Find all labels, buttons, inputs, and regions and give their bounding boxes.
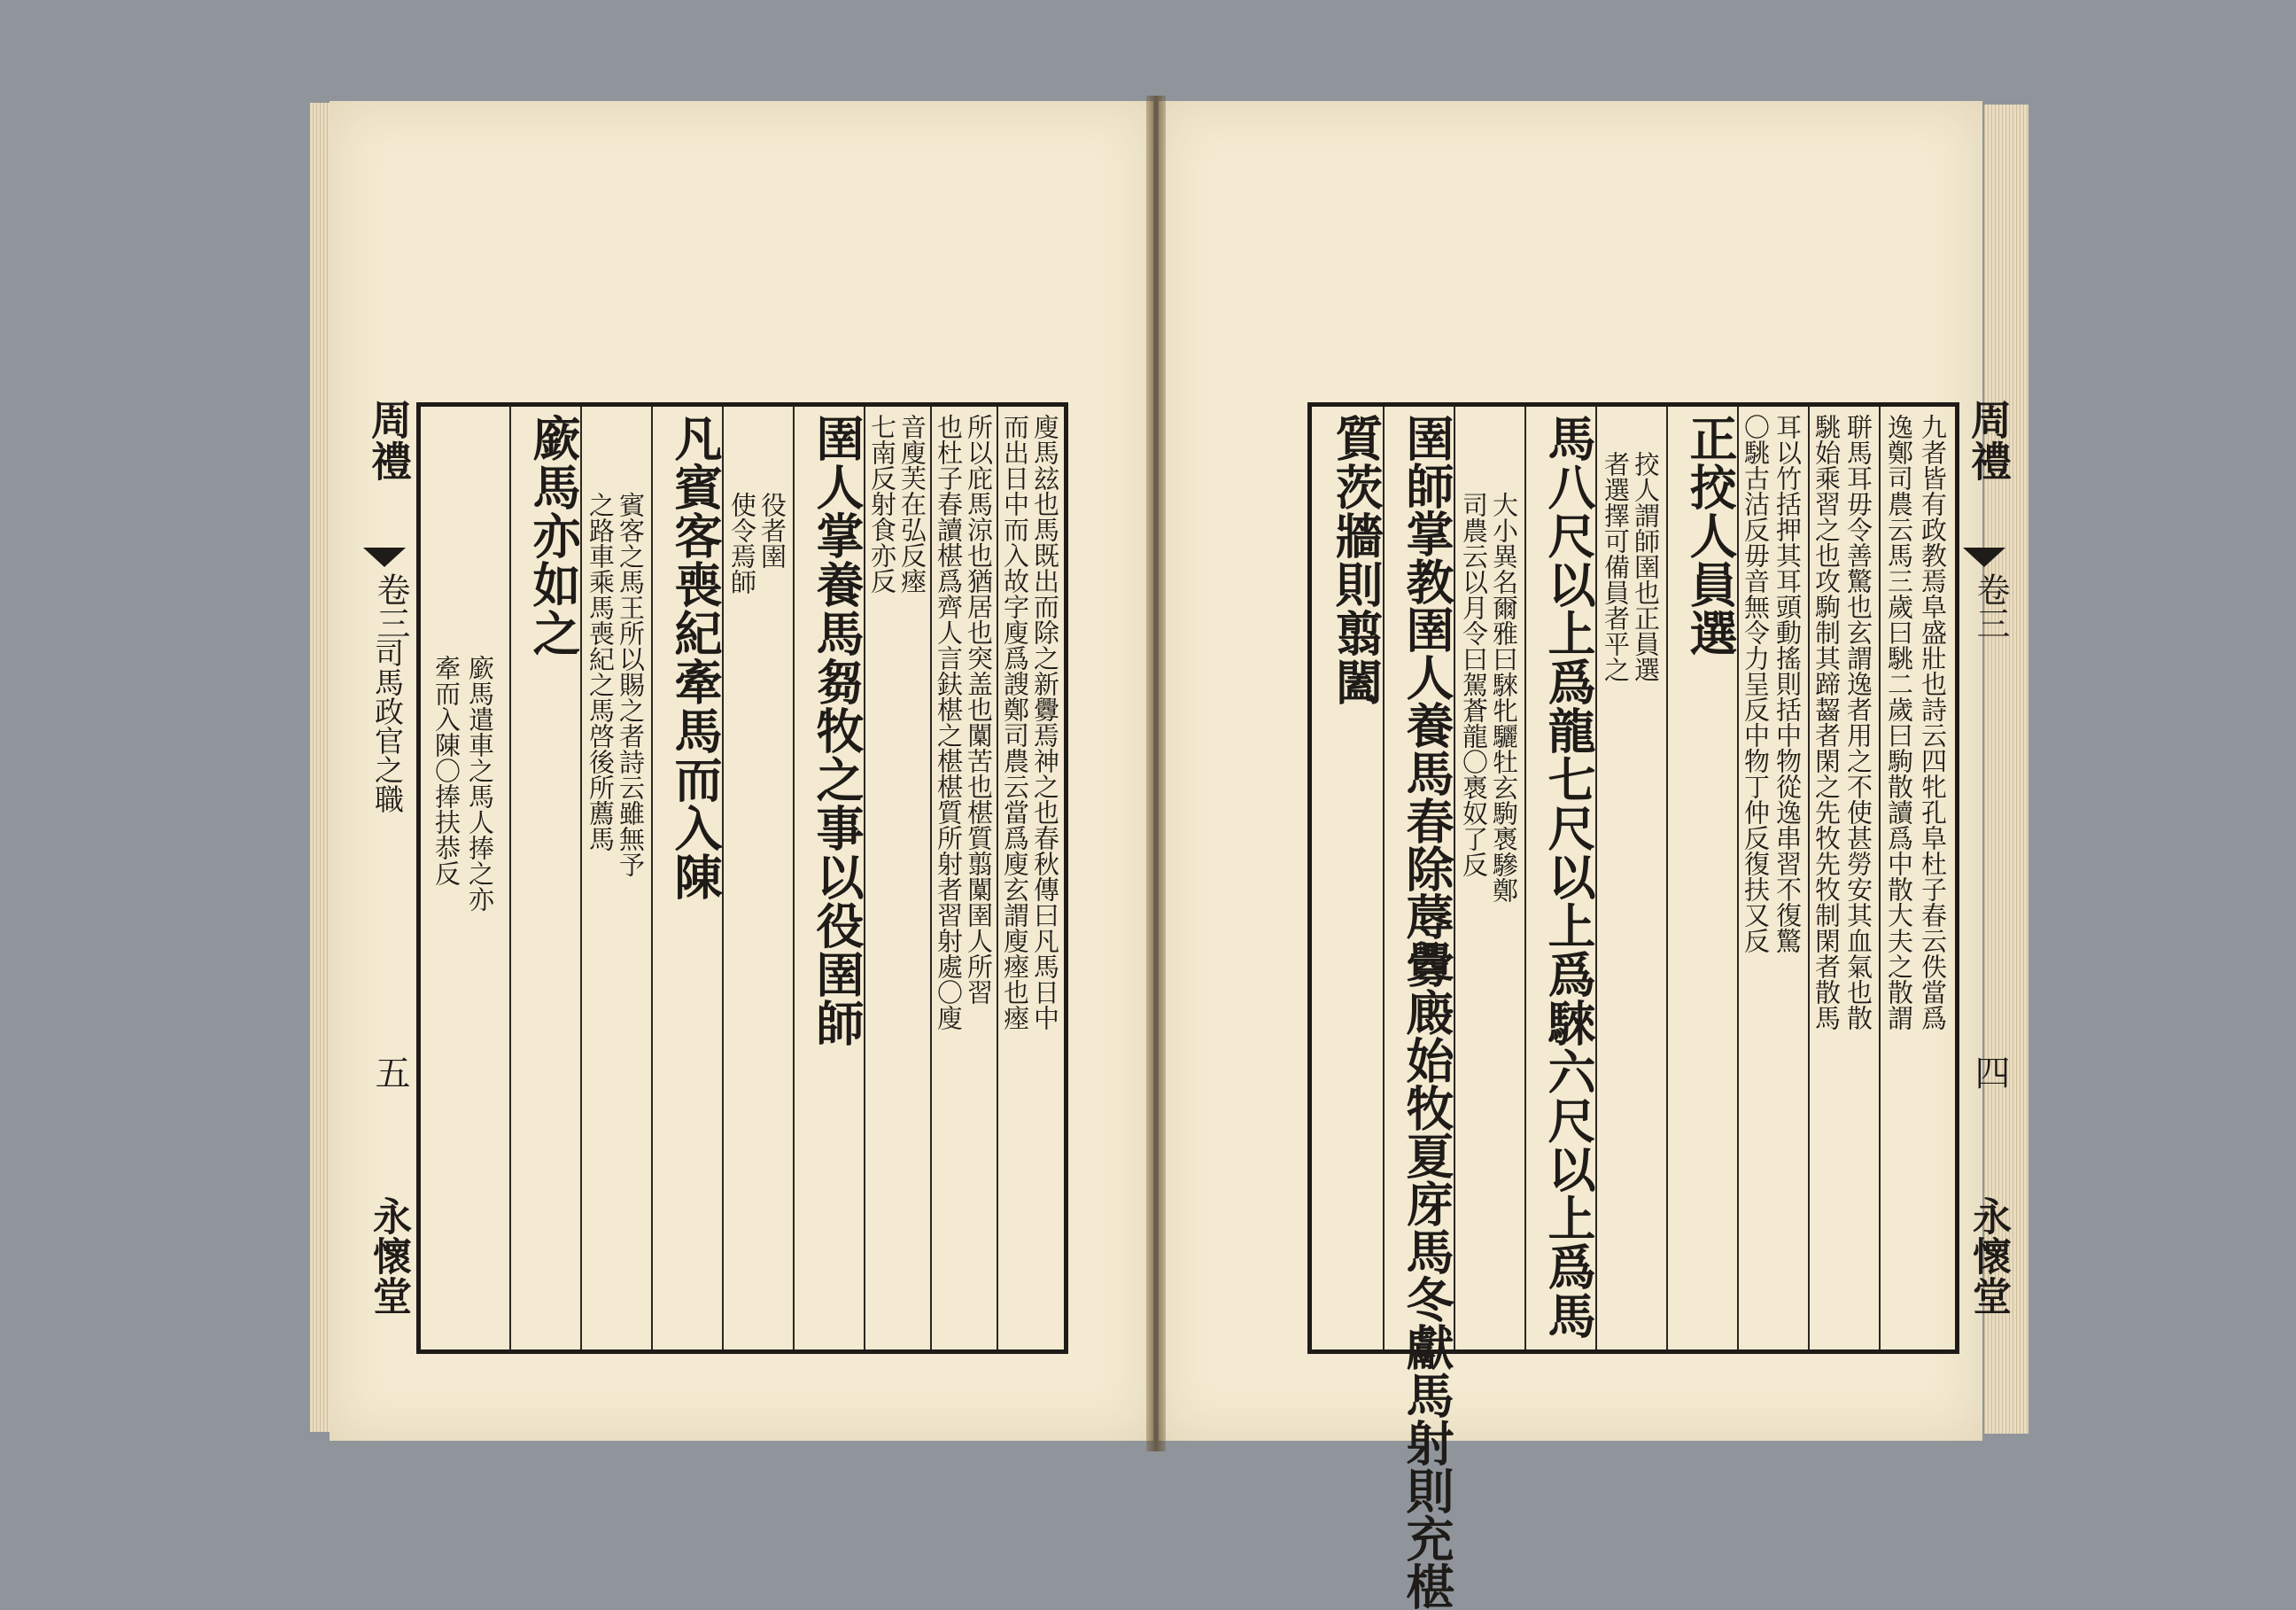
- right-page: [1159, 101, 2013, 1610]
- column-5: [722, 407, 795, 1349]
- main-text-line: 圉師掌教圉人養馬春除蓐釁廄始牧夏庌馬冬獻馬射則充椹: [1399, 414, 1455, 1610]
- small-text-line: 牽而入陳〇捧扶恭反: [431, 655, 462, 886]
- fish-tail-mark: [363, 548, 406, 567]
- small-text-line: 九者皆有政教焉阜盛壯也詩云四牝孔阜杜子春云佚當爲: [1918, 414, 1948, 1031]
- margin-page-number: 五: [369, 1054, 410, 1090]
- small-text-line: 役者圉: [757, 492, 787, 569]
- column-7: [580, 407, 653, 1349]
- margin-section: 司馬政官之職: [370, 638, 405, 813]
- margin-studio-name: 永懷堂: [366, 1196, 411, 1316]
- book-gutter: [1146, 96, 1166, 1451]
- small-text-line: 之路車乘馬喪紀之馬啓後所薦馬: [586, 492, 616, 852]
- small-text-line: 駣始乘習之也攻駒制其蹄齧者閑之先牧先牧制閑者散馬: [1811, 414, 1842, 1031]
- small-text-line: 者選擇可備員者平之: [1601, 451, 1631, 682]
- column-9: [1312, 407, 1385, 1349]
- text-frame-left: [416, 402, 1068, 1354]
- main-text-line: 凡賓客喪紀牽馬而入陳: [667, 414, 724, 901]
- margin-page-number: 四: [1969, 1054, 2010, 1090]
- column-6: [1524, 407, 1597, 1349]
- small-text-line: 大小異名爾雅曰騋牝驪牡玄駒褭驂鄭: [1489, 492, 1519, 903]
- text-frame-right: [1307, 402, 1959, 1610]
- small-text-line: 所以庇馬涼也猶居也突盖也闑苦也椹質翦闑圉人所習: [964, 414, 994, 1005]
- main-text-line: 正挍人員選: [1682, 414, 1739, 657]
- main-text-line: 質茨牆則翦闔: [1328, 414, 1385, 706]
- column-3: [1737, 407, 1810, 1349]
- main-text-line: 圉人掌養馬芻牧之事以役圉師: [809, 414, 865, 1047]
- small-text-line: 挍人謂師圉也正員選: [1631, 451, 1661, 682]
- small-text-line: 聠馬耳毋令善驚也玄謂逸者用之不使甚勞安其血氣也散: [1843, 414, 1873, 1031]
- small-text-line: 賓客之馬王所以賜之者詩云雖無予: [616, 492, 646, 877]
- column-9: [421, 407, 511, 1349]
- column-1: [1879, 407, 1955, 1349]
- column-6: [651, 407, 724, 1349]
- column-3: [864, 407, 932, 1349]
- small-text-line: 司農云以月令曰駕蒼龍〇褭奴了反: [1459, 492, 1489, 877]
- column-4: [1666, 407, 1739, 1349]
- small-text-line: 而出日中而入故字廋爲謏鄭司農云當爲廋玄謂廋瘞也瘞: [1000, 414, 1030, 1031]
- margin-studio-name: 永懷堂: [1966, 1196, 2011, 1316]
- column-5: [1595, 407, 1668, 1349]
- open-book: [310, 96, 2028, 1610]
- column-2: [930, 407, 998, 1349]
- column-2: [1808, 407, 1881, 1349]
- small-text-line: 音廋芙在弘反瘞: [897, 414, 927, 594]
- small-text-line: 也杜子春讀椹爲齊人言鈇椹之椹椹質所射者習射處〇廋: [934, 414, 964, 1031]
- margin-title: 周禮: [1965, 399, 2013, 482]
- left-page: [330, 101, 1153, 1441]
- main-text-line: 廞馬亦如之: [525, 414, 582, 657]
- main-text-line: 馬八尺以上爲龍七尺以上爲騋六尺以上爲馬: [1540, 414, 1597, 1340]
- margin-title: 周禮: [365, 399, 413, 482]
- small-text-line: 逸鄭司農云馬三歲曰駣二歲曰駒散讀爲中散大夫之散謂: [1884, 414, 1914, 1031]
- margin-juan: 卷三: [371, 572, 410, 640]
- left-page-margin-column: [354, 399, 416, 1356]
- small-text-line: 廋馬玆也馬既出而除之新釁焉神之也春秋傳曰凡馬日中: [1030, 414, 1060, 1031]
- small-text-line: 七南反射食亦反: [867, 414, 897, 594]
- right-page-margin-column: [1954, 399, 2016, 1356]
- fish-tail-mark: [1963, 548, 2005, 567]
- column-4: [793, 407, 865, 1349]
- column-8: [509, 407, 582, 1349]
- column-1: [997, 407, 1064, 1349]
- small-text-line: 使令焉師: [727, 492, 757, 595]
- small-text-line: 耳以竹括押其耳頭動搖則括中物從逸串習不復驚: [1772, 414, 1803, 953]
- margin-juan: 卷三: [1971, 572, 2010, 640]
- small-text-line: 廞馬遣車之馬人捧之亦: [465, 655, 495, 912]
- column-7: [1454, 407, 1526, 1349]
- column-8: [1383, 407, 1455, 1610]
- small-text-line: 〇駣古沽反毋音無令力呈反中物丁仲反復扶又反: [1741, 414, 1771, 953]
